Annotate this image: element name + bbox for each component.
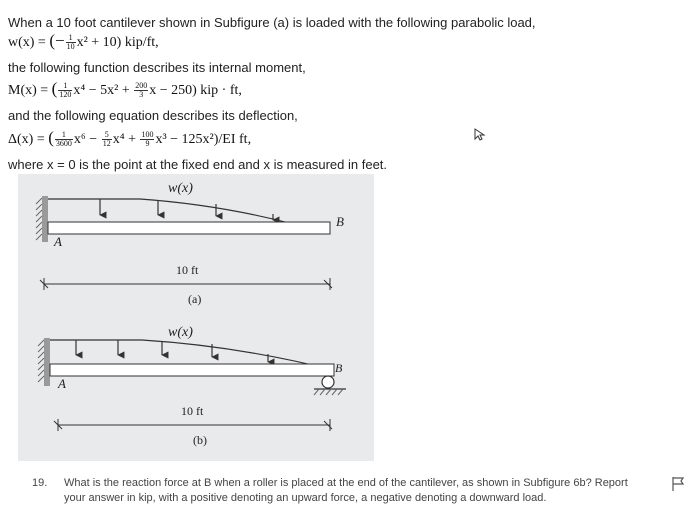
deflection-eq-frac2-den: 12 [102, 139, 111, 149]
moment-eq-term2: x − 250) kip · ft, [149, 83, 242, 98]
moment-eq-frac2-num: 200 [135, 81, 148, 91]
deflection-eq-frac1-den: 3600 [55, 139, 72, 149]
deflection-eq-frac1 [55, 131, 73, 148]
fig-b-load-label: w(x) [168, 325, 193, 340]
cursor-icon [473, 127, 487, 141]
moment-intro: the following function describes its internal moment, [8, 60, 306, 75]
fig-b-wall [44, 338, 50, 386]
fig-b-beam [50, 364, 334, 376]
moment-eq-lhs: M(x) = [8, 83, 52, 98]
fig-a-load-label: w(x) [168, 181, 193, 196]
fig-a-label-b: B [336, 214, 344, 229]
deflection-intro: and the following equation describes its deflection, [8, 108, 298, 123]
fig-a-label-a: A [54, 234, 62, 249]
deflection-eq-frac2 [102, 131, 112, 148]
roller-support-icon [322, 376, 334, 388]
fig-a-beam [48, 222, 330, 234]
deflection-equation: Δ(x) = ( $\frac{1}{3600}$ x⁶ − $\frac{5}{12}$ x⁴ + $\frac{100}{9}$ x³ − 125x²)/EI ft, [8, 128, 252, 149]
load-eq-lhs: w(x) = [8, 35, 50, 50]
fig-b-label-b: B [335, 361, 343, 375]
deflection-eq-term1: x⁶ − [73, 132, 101, 147]
load-eq-fraction [66, 34, 76, 51]
moment-eq-frac1-den: 120 [59, 90, 72, 100]
flag-icon[interactable] [671, 476, 685, 492]
load-equation [8, 33, 159, 51]
fig-b-label-a: A [58, 376, 66, 391]
deflection-eq-term2: x⁴ + [112, 132, 140, 147]
fig-a-load-arrows [100, 199, 273, 220]
fig-a-wall [42, 196, 48, 242]
problem-intro: When a 10 foot cantilever shown in Subfigure (a) is loaded with the following parabolic load, [8, 15, 536, 30]
moment-eq-frac1-num: 1 [58, 82, 72, 91]
where-text: where x = 0 is the point at the fixed end and x is measured in feet. [8, 157, 388, 172]
beam-figure [18, 174, 374, 461]
question-text [64, 476, 664, 506]
load-eq-post: x² + 10) kip/ft, [76, 35, 159, 50]
moment-eq-term1: x⁴ − 5x² + [73, 83, 134, 98]
deflection-eq-frac3-den: 9 [145, 139, 150, 149]
deflection-eq-frac2-num: 5 [102, 131, 112, 140]
deflection-eq-lhs: Δ(x) = [8, 132, 49, 147]
roller-ground-hatch [314, 389, 343, 395]
load-eq-pre: (− [49, 31, 65, 50]
deflection-eq-term3: x³ − 125x²)/EI ft, [155, 132, 252, 147]
deflection-eq-frac1-num: 1 [55, 131, 73, 140]
load-eq-frac-num: 1 [66, 34, 76, 43]
question-line-1: What is the reaction force at B when a roller is placed at the end of the cantilever, as shown in Subfigure 6b? Report [64, 477, 628, 489]
fig-a-dimension-label: 10 ft [176, 263, 199, 277]
fig-a-wall-hatch [36, 198, 42, 240]
deflection-eq-frac3 [140, 131, 154, 148]
moment-eq-frac1 [58, 82, 72, 99]
fig-b-dimension-label: 10 ft [181, 404, 204, 418]
moment-equation: M(x) = ( $\frac{1}{120}$ x⁴ − 5x² + $\frac{200}{3}$ x − 250) kip · ft, [8, 79, 242, 100]
question-line-2: your answer in kip, with a positive denoting an upward force, a negative denoting a downward load. [64, 492, 547, 504]
moment-eq-frac2 [134, 82, 148, 99]
fig-a-caption: (a) [188, 292, 202, 306]
fig-b-wall-hatch [38, 340, 44, 382]
load-eq-frac-den: 10 [66, 42, 75, 52]
deflection-eq-frac3-num: 100 [141, 130, 154, 140]
fig-b-caption: (b) [193, 433, 207, 447]
question-number: 19. [32, 477, 48, 489]
beam-figure-svg [18, 174, 374, 461]
moment-eq-frac2-den: 3 [139, 90, 144, 100]
